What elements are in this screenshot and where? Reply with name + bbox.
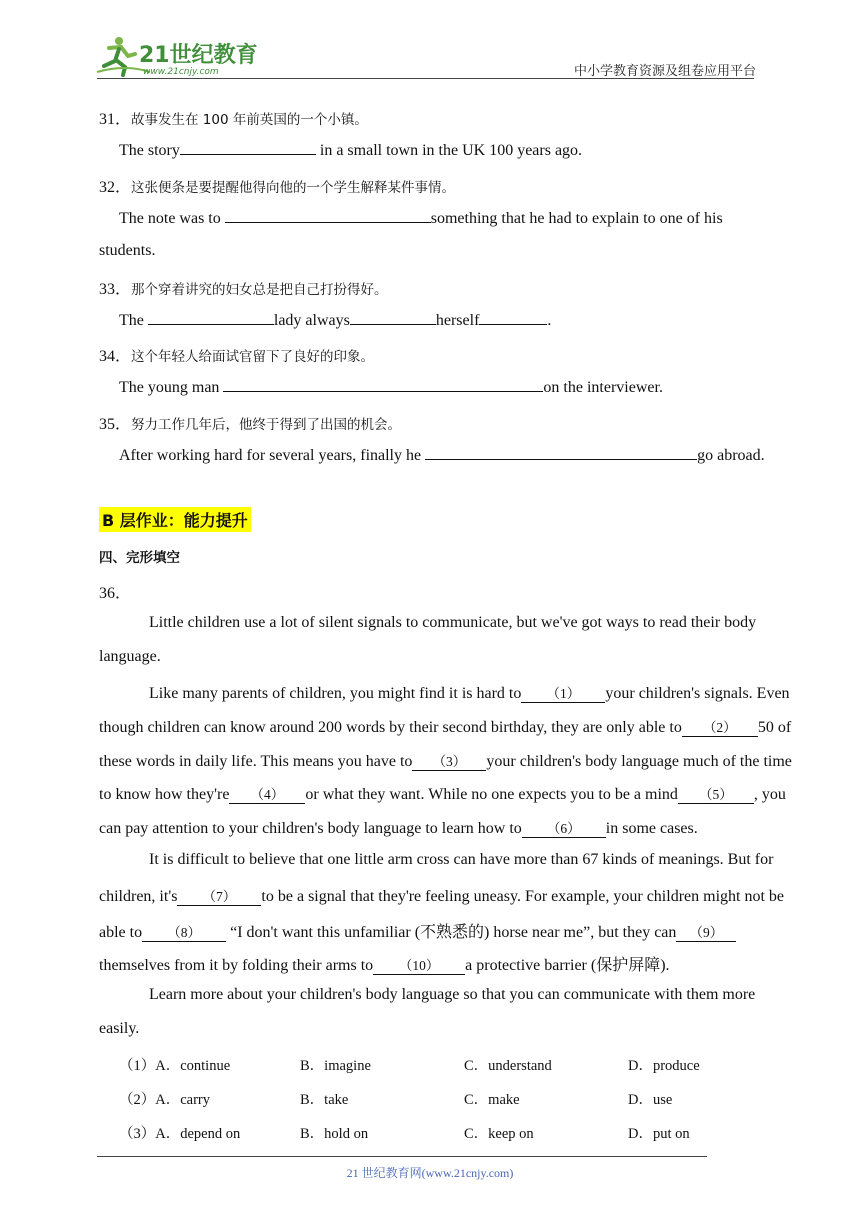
option-a[interactable]: （3）A．depend on <box>119 1126 241 1142</box>
cloze-blank-9[interactable]: （9） <box>676 921 736 942</box>
question-35-cn: 35．努力工作几年后，他终于得到了出国的机会。 <box>99 416 402 433</box>
option-d[interactable]: D．produce <box>628 1058 700 1074</box>
answer-blank[interactable] <box>425 445 697 460</box>
header-divider <box>97 78 754 79</box>
footer-divider <box>97 1156 707 1157</box>
option-d[interactable]: D．use <box>628 1092 673 1108</box>
section-b-heading: B 层作业：能力提升 <box>99 507 251 532</box>
option-b[interactable]: B．imagine <box>300 1058 371 1074</box>
question-32-cn: 32．这张便条是要提醒他得向他的一个学生解释某件事情。 <box>99 179 456 196</box>
option-a[interactable]: （1）A．continue <box>119 1058 231 1074</box>
passage-line: these words in daily life. This means you have to （3） your children's body language much of the time <box>99 750 792 771</box>
question-31-cn: 31．故事发生在 100 年前英国的一个小镇。 <box>99 111 368 128</box>
answer-blank[interactable] <box>479 310 547 325</box>
passage-line: language. <box>99 648 161 665</box>
answer-blank[interactable] <box>148 310 274 325</box>
page-header <box>0 0 860 80</box>
passage-line: though children can know around 200 words by their second birthday, they are only able to （2） 50 of <box>99 716 791 737</box>
question-31-en: The story in a small town in the UK 100 years ago. <box>119 142 583 159</box>
option-b[interactable]: B．hold on <box>300 1126 369 1142</box>
logo-text: 21世纪教育 <box>139 43 258 68</box>
answer-blank[interactable] <box>180 140 316 155</box>
question-33-en: The lady always herself . <box>119 312 552 329</box>
answer-blank[interactable] <box>223 377 543 392</box>
question-32-en: The note was to something that he had to explain to one of his <box>119 210 723 227</box>
cloze-blank-3[interactable]: （3） <box>412 750 486 771</box>
option-c[interactable]: C．understand <box>464 1058 552 1074</box>
cloze-blank-4[interactable]: （4） <box>229 783 305 804</box>
passage-line: It is difficult to believe that one little arm cross can have more than 67 kinds of meanings. But for <box>149 851 774 868</box>
section-4-heading: 四、完形填空 <box>99 550 180 566</box>
cloze-blank-1[interactable]: （1） <box>521 682 605 703</box>
option-d[interactable]: D．put on <box>628 1126 690 1142</box>
question-32-en-cont: students. <box>99 242 156 259</box>
cloze-blank-5[interactable]: （5） <box>678 783 754 804</box>
site-logo <box>95 34 265 78</box>
logo-url: www.21cnjy.com <box>143 67 219 77</box>
answer-blank[interactable] <box>225 208 431 223</box>
cloze-blank-8[interactable]: （8） <box>142 921 226 942</box>
answer-blank[interactable] <box>350 310 436 325</box>
question-34-cn: 34．这个年轻人给面试官留下了良好的印象。 <box>99 348 375 365</box>
option-b[interactable]: B．take <box>300 1092 349 1108</box>
passage-line: can pay attention to your children's body language to learn how to （6） in some cases. <box>99 817 698 838</box>
cloze-blank-2[interactable]: （2） <box>682 716 758 737</box>
passage-line: children, it's （7） to be a signal that they're feeling uneasy. For example, your children might not be <box>99 885 784 906</box>
passage-line: to know how they're （4） or what they want. While no one expects you to be a mind （5） , you <box>99 783 786 804</box>
question-34-en: The young man on the interviewer. <box>119 379 663 396</box>
platform-name: 中小学教育资源及组卷应用平台 <box>573 64 756 79</box>
passage-line: able to （8） “I don't want this unfamiliar (不熟悉的) horse near me”, but they can （9） <box>99 919 736 942</box>
passage-line: easily. <box>99 1020 140 1037</box>
passage-line: Learn more about your children's body language so that you can communicate with them more <box>149 986 756 1003</box>
footer-link[interactable]: 21 世纪教育网(www.21cnjy.com) <box>346 1166 514 1180</box>
option-a[interactable]: （2）A．carry <box>119 1092 210 1108</box>
option-c[interactable]: C．keep on <box>464 1126 534 1142</box>
passage-line: Like many parents of children, you might find it is hard to （1） your children's signals. Even <box>149 682 790 703</box>
question-33-cn: 33．那个穿着讲究的妇女总是把自己打扮得好。 <box>99 281 388 298</box>
cloze-blank-6[interactable]: （6） <box>522 817 606 838</box>
question-36-number: 36． <box>99 585 132 602</box>
question-35-en: After working hard for several years, finally he go abroad. <box>119 447 765 464</box>
cloze-blank-7[interactable]: （7） <box>177 885 261 906</box>
passage-line: Little children use a lot of silent signals to communicate, but we've got ways to read their body <box>149 614 757 631</box>
passage-line: themselves from it by folding their arms to （10） a protective barrier (保护屏障). <box>99 952 670 975</box>
option-c[interactable]: C．make <box>464 1092 520 1108</box>
cloze-blank-10[interactable]: （10） <box>373 954 465 975</box>
